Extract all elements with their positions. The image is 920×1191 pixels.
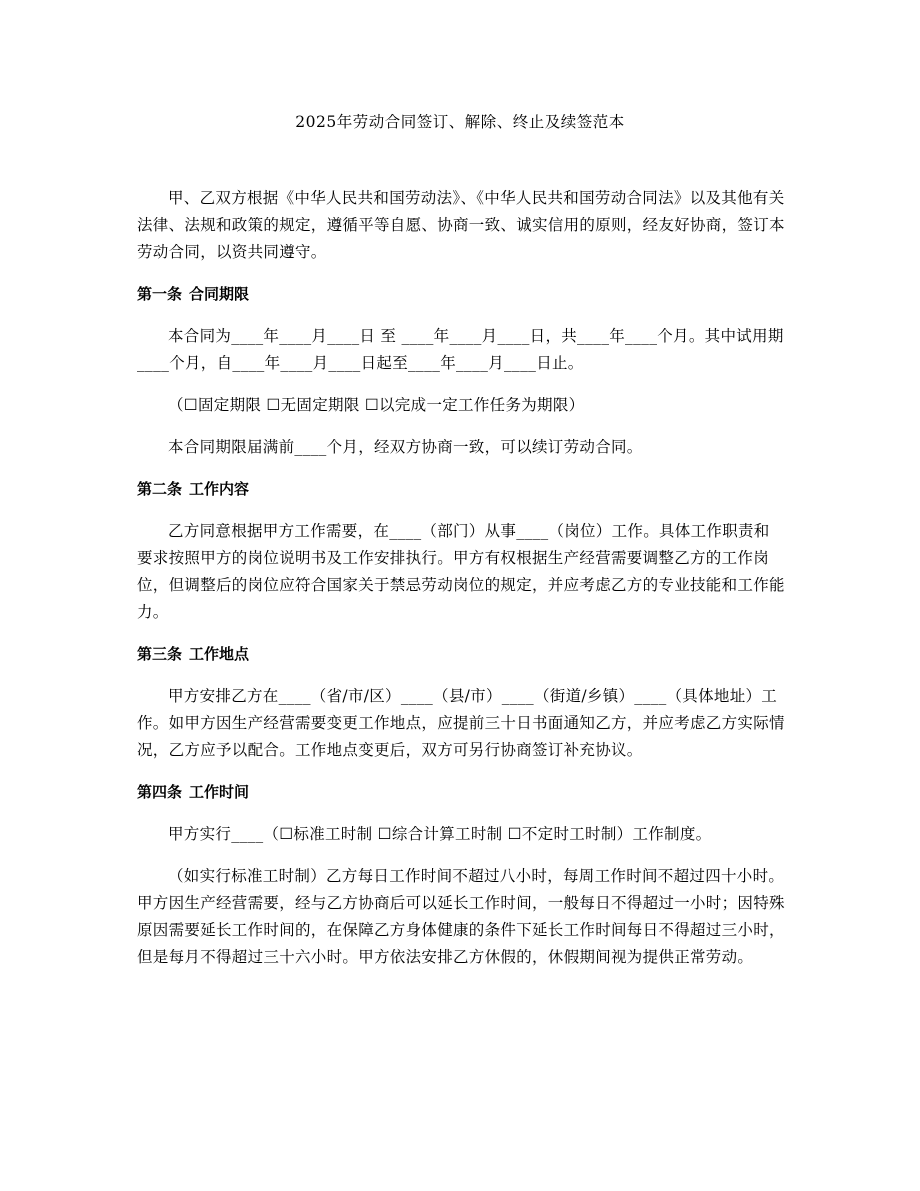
article-3-paragraph-1: 甲方安排乙方在____（省/市/区）____（县/市）____（街道/乡镇）____（具体地址）工作。如甲方因生产经营需要变更工作地点，应提前三十日书面通知乙方，并应考虑乙方实际情况，乙方应予以配合。工作地点变更后，双方可另行协商签订补充协议。 [137, 687, 785, 759]
article-4-paragraph-2: （如实行标准工时制）乙方每日工作时间不超过八小时，每周工作时间不超过四十小时。甲方因生产经营需要，经与乙方协商后可以延长工作时间，一般每日不得超过一小时；因特殊原因需要延长工作时间的，在保障乙方身体健康的条件下延长工作时间每日不得超过三小时，但是每月不得超过三十六小时。甲方依法安排乙方休假的，休假期间视为提供正常劳动。 [137, 867, 785, 966]
article-4-heading [137, 779, 785, 806]
article-2-title: 工作内容 [189, 480, 250, 498]
article-3-number: 第三条 [137, 645, 183, 663]
article-3-heading [137, 641, 785, 668]
article-3-title: 工作地点 [189, 645, 250, 663]
article-1-title: 合同期限 [189, 285, 250, 303]
article-2-number: 第二条 [137, 480, 183, 498]
article-1-number: 第一条 [137, 285, 183, 303]
document-body [137, 185, 785, 986]
article-1-heading [137, 281, 785, 308]
article-4-number: 第四条 [137, 783, 183, 801]
article-2-paragraph-1: 乙方同意根据甲方工作需要，在____（部门）从事____（岗位）工作。具体工作职责和要求按照甲方的岗位说明书及工作安排执行。甲方有权根据生产经营需要调整乙方的工作岗位，但调整后的岗位应符合国家关于禁忌劳动岗位的规定，并应考虑乙方的专业技能和工作能力。 [137, 522, 785, 621]
document-title: 2025年劳动合同签订、解除、终止及续签范本 [295, 113, 625, 131]
article-2-heading [137, 476, 785, 503]
article-1-paragraph-1: 本合同为____年____月____日 至 ____年____月____日，共____年____个月。其中试用期____个月，自____年____月____日起至____年____月____日止。 [137, 327, 784, 372]
article-4-paragraph-1: 甲方实行____（☐标准工时制 ☐综合计算工时制 ☐不定时工时制）工作制度。 [168, 825, 712, 843]
article-1-paragraph-2: 本合同期限届满前____个月，经双方协商一致，可以续订劳动合同。 [168, 438, 643, 456]
article-1-term-type-checkboxes: （☐固定期限 ☐无固定期限 ☐以完成一定工作任务为期限） [168, 396, 585, 414]
article-4-title: 工作时间 [189, 783, 250, 801]
intro-paragraph: 甲、乙双方根据《中华人民共和国劳动法》、《中华人民共和国劳动合同法》以及其他有关法律、法规和政策的规定，遵循平等自愿、协商一致、诚实信用的原则，经友好协商，签订本劳动合同，以资共同遵守。 [137, 189, 785, 261]
